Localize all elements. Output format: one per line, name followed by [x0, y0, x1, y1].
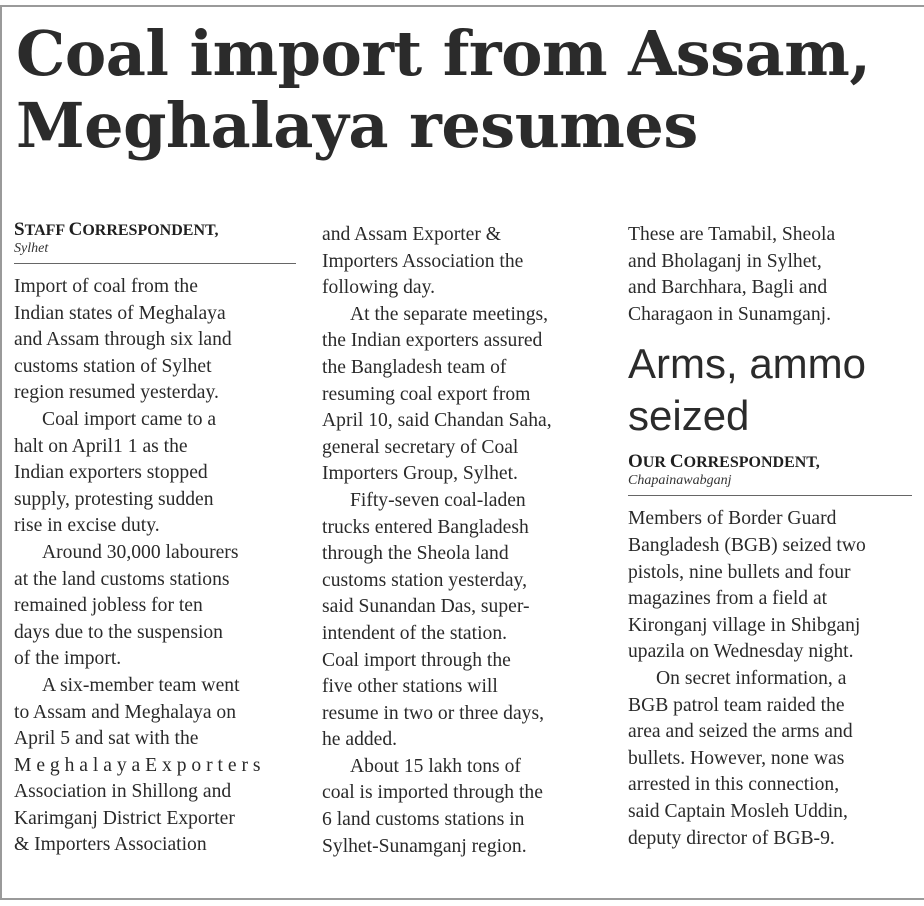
- byline-initial-o: O: [628, 451, 643, 473]
- main-headline: [16, 18, 916, 162]
- text-line: coal is imported through the: [322, 782, 543, 804]
- text-line: deputy director of BGB-9.: [628, 827, 835, 849]
- article-body-col-3: [628, 222, 912, 328]
- byline-text-2: ORRESPONDENT,: [82, 222, 219, 239]
- dateline-sylhet: Sylhet: [14, 241, 49, 256]
- text-line: Coal import came to a: [42, 408, 217, 430]
- text-line: At the separate meetings,: [350, 303, 549, 325]
- text-line: On secret information, a: [656, 667, 847, 689]
- headline-line-2: Meghalaya resumes: [16, 89, 698, 162]
- text-line: Import of coal from the: [14, 276, 198, 297]
- text-line: Karimganj District Exporter: [14, 807, 235, 829]
- dateline-chapainawabganj: Chapainawabganj: [628, 473, 732, 489]
- byline-initial-c: C: [68, 219, 83, 240]
- byline-text-1: UR: [642, 454, 670, 472]
- text-line: five other stations will: [322, 676, 498, 698]
- text-line: and Bholaganj in Sylhet,: [628, 250, 822, 272]
- text-line: April 5 and sat with the: [14, 728, 199, 750]
- text-line: customs station yesterday,: [322, 569, 527, 591]
- byline-staff-correspondent: [14, 220, 296, 241]
- text-line: & Importers Association: [14, 834, 207, 856]
- article-body-col-1: [14, 274, 296, 859]
- headline-line-1: Coal import from Assam,: [16, 17, 871, 90]
- text-line: These are Tamabil, Sheola: [628, 224, 836, 245]
- text-line: the Indian exporters assured: [322, 330, 543, 352]
- text-line: Bangladesh (BGB) seized two: [628, 534, 866, 556]
- text-line: Importers Association the: [322, 250, 524, 272]
- text-line: Charagaon in Sunamganj.: [628, 303, 831, 325]
- text-line: at the land customs stations: [14, 568, 230, 590]
- sub-headline-line-2: seized: [628, 392, 750, 440]
- text-line: general secretary of Coal: [322, 436, 519, 458]
- text-line: said Captain Mosleh Uddin,: [628, 800, 848, 822]
- column-1: [14, 220, 296, 859]
- text-line: and Barchhara, Bagli and: [628, 277, 828, 299]
- sub-headline-line-1: Arms, ammo: [628, 340, 867, 388]
- byline-our-correspondent: [628, 452, 912, 473]
- text-line: days due to the suspension: [14, 621, 223, 643]
- byline-text-1: TAFF: [24, 222, 69, 239]
- text-line: intendent of the station.: [322, 622, 508, 644]
- column-2: [322, 222, 606, 860]
- text-line: arrested in this connection,: [628, 774, 840, 796]
- text-line: April 10, said Chandan Saha,: [322, 410, 552, 432]
- text-line: trucks entered Bangladesh: [322, 516, 529, 538]
- text-line: Indian exporters stopped: [14, 462, 208, 484]
- text-line: upazila on Wednesday night.: [628, 641, 854, 663]
- byline-initial-s: S: [14, 219, 25, 240]
- text-line: resume in two or three days,: [322, 702, 544, 724]
- byline-initial-c: C: [669, 451, 684, 473]
- text-line: halt on April1 1 as the: [14, 435, 188, 457]
- byline-rule: [628, 495, 912, 496]
- text-line: 6 land customs stations in: [322, 809, 525, 831]
- text-line: of the import.: [14, 648, 122, 670]
- text-line: Importers Group, Sylhet.: [322, 463, 518, 485]
- text-line: customs station of Sylhet: [14, 355, 212, 377]
- text-line: Around 30,000 labourers: [42, 541, 239, 563]
- text-line: supply, protesting sudden: [14, 488, 214, 510]
- text-line: Members of Border Guard: [628, 508, 837, 530]
- text-line: he added.: [322, 729, 398, 751]
- text-line: to Assam and Meghalaya on: [14, 701, 237, 723]
- text-line: Association in Shillong and: [14, 781, 232, 803]
- text-line: and Assam through six land: [14, 329, 232, 351]
- text-line: A six-member team went: [42, 674, 240, 696]
- text-line: through the Sheola land: [322, 543, 509, 565]
- text-line: magazines from a field at: [628, 588, 828, 610]
- top-rule: [0, 5, 924, 7]
- text-line: Fifty-seven coal-laden: [350, 489, 526, 511]
- article-body-col-2: [322, 222, 606, 860]
- article-2-body: [628, 506, 912, 852]
- bottom-rule: [0, 898, 924, 900]
- text-line: Kironganj village in Shibganj: [628, 614, 861, 636]
- text-line: and Assam Exporter &: [322, 224, 502, 245]
- text-line: rise in excise duty.: [14, 515, 160, 537]
- column-3: [628, 222, 912, 852]
- sub-headline: [628, 338, 912, 442]
- left-rule: [0, 5, 2, 900]
- text-line: area and seized the arms and: [628, 721, 853, 743]
- text-line: BGB patrol team raided the: [628, 694, 845, 716]
- text-line: pistols, nine bullets and four: [628, 561, 851, 583]
- text-line: the Bangladesh team of: [322, 356, 507, 378]
- text-line: region resumed yesterday.: [14, 382, 219, 404]
- text-line: said Sunandan Das, super-: [322, 596, 530, 618]
- byline-text-2: ORRESPONDENT,: [683, 454, 820, 472]
- text-line: bullets. However, none was: [628, 747, 845, 769]
- text-line: Sylhet-Sunamganj region.: [322, 835, 527, 857]
- text-line: Indian states of Meghalaya: [14, 302, 226, 324]
- text-line: remained jobless for ten: [14, 595, 203, 617]
- text-line: following day.: [322, 277, 436, 299]
- text-line: M e g h a l a y a E x p o r t e r s: [14, 754, 261, 776]
- byline-rule: [14, 263, 296, 264]
- text-line: Coal import through the: [322, 649, 511, 671]
- text-line: About 15 lakh tons of: [350, 755, 521, 777]
- text-line: resuming coal export from: [322, 383, 531, 405]
